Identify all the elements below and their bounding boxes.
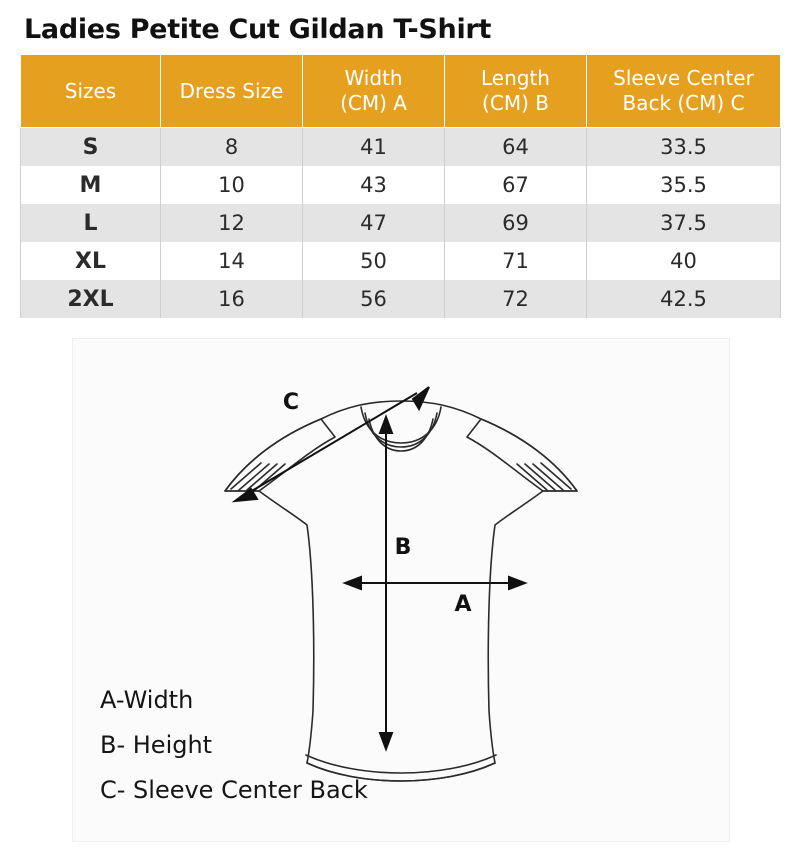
column-header-width: Width (CM) A: [303, 55, 445, 128]
cell-sleeve-center-back: 42.5: [587, 280, 781, 318]
size-table: [20, 54, 781, 318]
height-arrow-top: [380, 417, 392, 433]
legend-item-height: B- Height: [100, 731, 213, 759]
column-header-length: Length (CM) B: [445, 55, 587, 128]
tshirt-collar-outer: [361, 407, 441, 443]
width-arrow-right: [509, 577, 525, 589]
cell-length: 72: [445, 280, 587, 318]
cell-sleeve-center-back: 37.5: [587, 204, 781, 242]
table-row: [21, 204, 781, 242]
cell-length: 69: [445, 204, 587, 242]
label-A: A: [454, 592, 472, 617]
sleeve-arrow-high: [413, 387, 429, 409]
column-header-sleeve-center-back: Sleeve Center Back (CM) C: [587, 55, 781, 128]
cell-width: 50: [303, 242, 445, 280]
cell-size: XL: [21, 242, 161, 280]
table-row: [21, 128, 781, 167]
cell-length: 71: [445, 242, 587, 280]
size-table-body: [21, 128, 781, 319]
sleeve-cuff-hatch-right-3: [525, 464, 555, 490]
legend-item-sleeve-center-back: C- Sleeve Center Back: [100, 776, 368, 804]
sleeve-cuff-hatch-right-4: [517, 464, 547, 490]
width-arrow-left: [345, 577, 361, 589]
size-table-header-row: [21, 55, 781, 128]
height-arrow-bottom: [380, 733, 392, 749]
table-row: [21, 166, 781, 204]
table-row: [21, 280, 781, 318]
cell-size: 2XL: [21, 280, 161, 318]
cell-dress-size: 8: [161, 128, 303, 167]
cell-length: 64: [445, 128, 587, 167]
label-C: C: [282, 390, 300, 415]
cell-size: L: [21, 204, 161, 242]
cell-width: 41: [303, 128, 445, 167]
sleeve-center-back-measure-line: [245, 393, 417, 495]
cell-sleeve-center-back: 35.5: [587, 166, 781, 204]
cell-sleeve-center-back: 33.5: [587, 128, 781, 167]
cell-dress-size: 10: [161, 166, 303, 204]
size-table-head: [21, 55, 781, 128]
cell-size: M: [21, 166, 161, 204]
table-row: [21, 242, 781, 280]
column-header-sizes: Sizes: [21, 55, 161, 128]
column-header-dress-size: Dress Size: [161, 55, 303, 128]
cell-width: 56: [303, 280, 445, 318]
page-title: Ladies Petite Cut Gildan T-Shirt: [24, 14, 492, 45]
cell-size: S: [21, 128, 161, 167]
cell-dress-size: 14: [161, 242, 303, 280]
diagram-legend: [100, 678, 368, 813]
legend-item-width: A-Width: [100, 686, 194, 714]
cell-width: 47: [303, 204, 445, 242]
cell-sleeve-center-back: 40: [587, 242, 781, 280]
sleeve-cuff-hatch-left-3: [247, 464, 277, 490]
cell-length: 67: [445, 166, 587, 204]
label-B: B: [394, 535, 412, 560]
cell-width: 43: [303, 166, 445, 204]
cell-dress-size: 16: [161, 280, 303, 318]
cell-dress-size: 12: [161, 204, 303, 242]
